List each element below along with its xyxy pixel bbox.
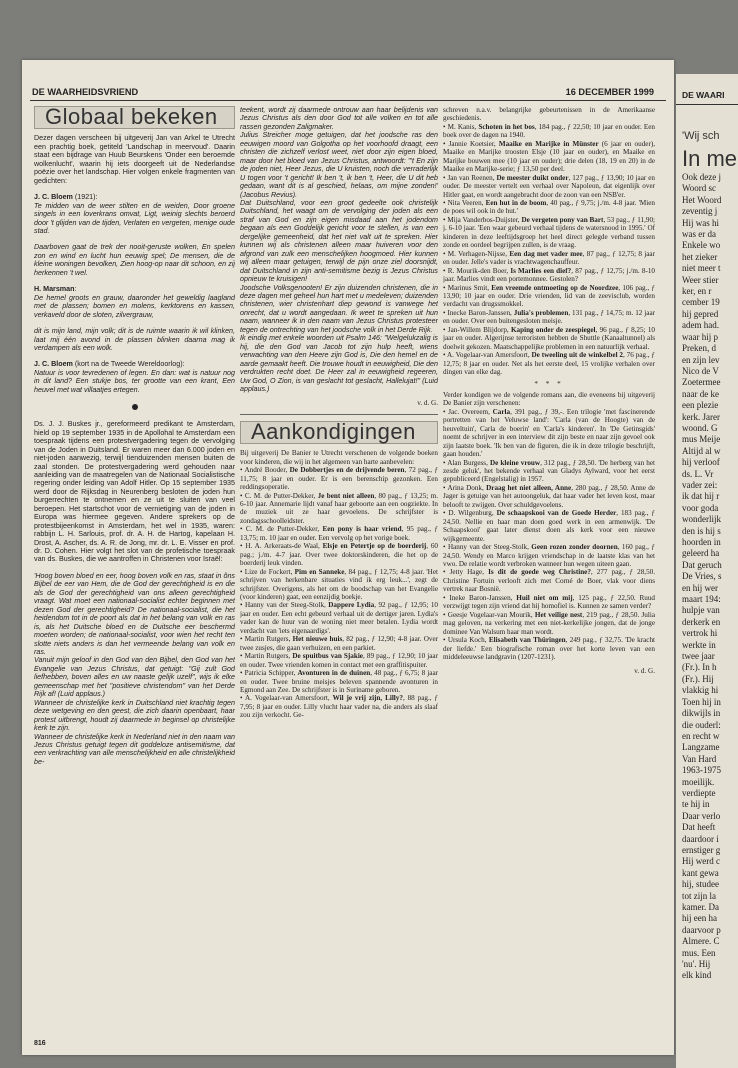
book-title: Een dag met vader mee xyxy=(509,249,583,258)
book-entry: • Jan-Willem Blijdorp, Kaping onder de zeespiegel, 96 pag., ƒ 8,25; 10 jaar en ouder. Algerijnse terroristen hebben de Shuttle (Kanaaltunnel) als doelwit gekozen. Maatschappelijke problemen in een natuurlijk verhaal. xyxy=(443,325,655,351)
adjacent-text-line: ernstiger g xyxy=(682,844,721,855)
book-title: Het veilige nest xyxy=(534,610,583,619)
adjacent-text-line: te hij in xyxy=(682,799,710,810)
adjacent-text-line: werkte in xyxy=(682,639,716,650)
adjacent-text-line: tot zijn la xyxy=(682,890,716,901)
poem-stanza: De hemel groots en grauw, daaronder het geweldig laagland met de plassen; bomen en molens, kerktorens en kassen, verkaveld door de sloten, zilvergrauw, xyxy=(34,293,235,319)
book-author: André Booder, xyxy=(244,466,290,475)
adjacent-text-line: adem had. xyxy=(682,320,719,331)
book-details: , 184 pag., ƒ 22,50; 10 jaar en ouder. Een boek over de dagen na 1940. xyxy=(443,122,655,140)
adjacent-text-line: en zijn lev xyxy=(682,354,720,365)
book-details: , 96 pag., ƒ 8,25; 10 jaar en ouder. Algerijnse terroristen hebben de Shuttle (Kanaaltunnel) als doelwit gekozen. Maatschappelijke problemen in een natuurlijk verhaal. xyxy=(443,325,655,351)
poet-name: J. C. Bloem xyxy=(34,360,73,369)
adjacent-text-line: dikwijls in xyxy=(682,708,721,719)
adjacent-text-line: was er da xyxy=(682,229,716,240)
adjacent-text-line: hij, studee xyxy=(682,879,719,890)
adjacent-text-line: vader zei: xyxy=(682,479,718,490)
adjacent-title: In me xyxy=(682,146,738,171)
adjacent-subtitle: 'Wij sch xyxy=(682,130,720,142)
book-details: , 72 pag., ƒ 11,75; 8 jaar en ouder. Er is een berenschip gezonken. Een reddingsoperatie. xyxy=(240,466,438,492)
intro-paragraph: Dezer dagen verscheen bij uitgeverij Jan van Arkel te Utrecht een prachtig boek, getiteld 'Landschap in meervoud'. Daarin staat een bijdrage van Huub Beurskens 'Onder een beroemde wolkenlucht', waarin hij iets doorgeeft uit de Nederlandse poëzie over het landschap. Hier volgen enkele fragmenten van gedichten: xyxy=(34,134,235,185)
adjacent-text-line: 'nu'. Hij xyxy=(682,959,711,970)
book-author: R. Mourik-den Boer, xyxy=(447,266,511,275)
book-author: Geesje Vogelaar-van Mourik, xyxy=(447,610,535,619)
quote-paragraph: Vanuit mijn geloof in den God van den Bijbel, den God van het Evangelie van Jezus Christus, dat getuigt: "Gij zult God liefhebben, boven alles en uw naaste gelijk uzelf", wijs ik elke gemeenschap met het "positieve christendom" van het Derde Rijk af! (Luid applaus.) xyxy=(34,656,235,699)
book-entry: • Alan Burgess, De kleine vrouw, 312 pag., ƒ 28,50. 'De herberg van het zesde geluk', het bekende verhaal van Gladys Aylward, voor het eerst gepubliceerd (Engelstalig) in 1957. xyxy=(443,458,655,484)
book-details: , 53 pag., ƒ 11,90; j. 6-10 jaar. 'Een waar gebeurd verhaal tijdens de watersnood in 1995.' Of kinderen in deze leeftijdsgroep het heel direct gelegde verband tussen zonde en oordeel begrijpen zullen, is de vraag. xyxy=(443,215,655,250)
adjacent-text-line: hulpje van xyxy=(682,605,720,616)
book-details: , 60 pag.; j./m. 4-7 jaar. Over twee doktorskinderen, die het op de boerderij leuk vinden. xyxy=(240,542,438,568)
book-entry: • Martin Rutgers, De spuitbus van Sjakie, 89 pag., ƒ 12,90; 10 jaar en ouder. Twee vrienden komen in contact met een graffitispuiter. xyxy=(240,652,438,669)
adjacent-text-line: (Fr.). Hij xyxy=(682,673,714,684)
book-author: Lize de Fockert, xyxy=(244,567,295,576)
book-author: Hanny van der Steeg-Stolk, xyxy=(447,543,532,552)
book-title: De vergeten pony van Bart xyxy=(521,215,604,224)
book-entry: • Marinus Smit, Een vreemde ontmoeting op de Noordzee, 106 pag., ƒ 13,90; 10 jaar en ouder. Drie vrienden, lid van de zeevisclub, worden verdacht van drugssmokkel. xyxy=(443,283,655,309)
book-title: De kleine vrouw xyxy=(489,458,541,467)
quote-paragraph: Julius Streicher moge getuigen, dat het joodsche ras den eeuwigen moord van Golgotha op het voorhoofd draagt, een christen die zichzelf verlost weet, niet door zijn eigen bloed, maar door het bloed van Jezus Christus, antwoordt: "'t En zijn de joden niet, Heer Jezus, die U kruisten, noch die verraderlijk U togen voor 't gericht! Ik ben 't, ik ben 't, Heer, die U dit heb gedaan, want dit is al geschied, helaas, om mijne zonden!' (Jacobus Revius). xyxy=(240,131,438,199)
adjacent-text-line: Preken, d xyxy=(682,343,716,354)
adjacent-text-line: moeilijk. xyxy=(682,776,715,787)
book-author: M. Kanis, xyxy=(447,122,479,131)
book-title: Schoten in het bos xyxy=(478,122,535,131)
adjacent-text-line: Dat heeft xyxy=(682,822,716,833)
book-entry: • C. M. de Putter-Dekker, Je bent niet alleen, 80 pag., ƒ 13,25; m. 6-10 jaar. Annemarie lijdt vanaf haar geboorte aan een oogziekte. In de muziek uit ze haar gevoelens. De schrijfster is zondagsschoolleidster. xyxy=(240,491,438,525)
book-title: Je bent niet alleen xyxy=(317,491,375,500)
book-details: , 219 pag., ƒ 28,50. Julia mag geloven, na verkering met een niet-kerkelijke jongen, dat de jonge dominee Van Walsum haar man wordt. xyxy=(443,610,655,636)
book-details: , 106 pag., ƒ 13,90; 10 jaar en ouder. Drie vrienden, lid van de zeevisclub, worden verdacht van drugssmokkel. xyxy=(443,283,655,309)
adjacent-text-line: derkerk en xyxy=(682,616,721,627)
adjacent-text-line: Woord sc xyxy=(682,183,717,194)
section-stars: * * * xyxy=(534,379,564,388)
book-entry: • D. Wilgenburg, De schaapskooi van de Goede Herder, 183 pag., ƒ 24,50. Nellie en haar man doen goed werk in een armenwijk. 'De Schaapskooi' gaat later dienst doen als kerk voor een nieuwe wijkgemeente. xyxy=(443,509,655,543)
book-title: Dappere Lydia xyxy=(328,601,375,610)
quote-paragraph: teekent, wordt zij daarmede ontrouw aan haar belijdenis van Jezus Christus als den door God tot alle volken en tot alle rassen gezonden Zaligmaker. xyxy=(240,106,438,131)
adjacent-text-line: Zoetermee xyxy=(682,377,721,388)
book-title: Elsje en Petertje op de boerderij xyxy=(322,542,427,551)
book-details: , 127 pag., ƒ 13,90; 10 jaar en ouder. De meester vertelt een verhaal over Napoleon, dat eigenlijk over Hitler gaat, en wordt aangebracht door de zoon van een NSB'er. xyxy=(443,173,655,199)
book-author: Marinus Smit, xyxy=(447,283,492,292)
adjacent-text-line: Hij was hi xyxy=(682,217,719,228)
adjacent-text-line: (Fr.). In h xyxy=(682,662,717,673)
poet-name: H. Marsman xyxy=(34,285,75,294)
book-title: Geen rozen zonder doornen xyxy=(531,543,618,552)
column-1: Globaal bekeken Dezer dagen verscheen bij uitgeverij Jan van Arkel te Utrecht een prachtig boek, getiteld 'Landschap in meervoud'. Daarin staat een bijdrage van Huub Beurskens 'Onder een beroemde wolkenlucht', waarin hij iets doorgeeft uit de Nederlandse poëzie over het landschap. Hier volgen enkele fragmenten van gedichten: J. C. Bloem (1921): Te midden van de weer stilten en de weiden, Door groene singels in een loverkrans omvat, Ligt, weinig slechts beroerd door 't glijden van de tijden, Verlaten en vergeten, menige oude stad. Daarboven gaat de trek der nooit-geruste wolken, En spelen zon en wind en lucht hun eeuwig spel; De mensen, die de kleine woningen bevolken, Zien hoog-op naar dit schoon, en zij herkennen 't wel. H. Marsman: De hemel groots en grauw, daaronder het geweldig laagland met de plassen; bomen en molens, kerktorens en kassen, verkaveld door de sloten, zilvergrauw, dit is mijn land, mijn volk; dit is de ruimte waarin ik wil klinken, laat mij één avond in de plassen blinken daarna mag ik verdampen als een wolk. J. C. Bloem (kort na de Tweede Wereldoorlog): Natuur is voor tevredenen of legen. En dan: wat is natuur nog in dit land? Een stukje bos, ter grootte van een krant, Een heuvel met wat villaatjes ertegen. Ds. J. J. Buskes jr., gereformeerd predikant te Amsterdam, hield op 19 september 1935 in de Apollohal te Amsterdam een toespraak tijdens een protestvergadering tegen de vervolging van de Joden in Duitsland. Er waren meer dan 6.000 joden en niet-joden aanwezig, terwijl tienduizenden mensen buiten de zaal stonden. De protestvergadering werd gehouden naar aanleiding van de maatregelen van de Nationaal Socialistische regering onder leiding van Adolf Hitler. Op 15 september 1935 werd door de Rijksdag in Neurenberg besloten de joden hun burgerrechten te ontnemen en ze uit te sluiten van veel beroepen. Het startschot voor de vernietiging van de joden in Europa was hiermee gegeven. Andere sprekers op de protestbijeenkomst in Amsterdam, het wel in 1935, waren: rabbijn L. H. Sarlouis, prof. dr. A. H. de Hartog, kapelaan H. Drost, A. Ascher, ds. A. R. de Jong, mr. dr. L. E. Visser en prof. dr. D. Cohen. Hier volgt het slot van de profetische toespraak van ds. Buskes, die we aantroffen in Christenen voor Israël: 'Hoog boven bloed en eer, hoog boven volk en ras, staat in ôns Bijbel de eer van Hem, die de God der gerechtigheid is en die als de God der gerechtigheid van ons alleen gerechtigheid vraagt. Wat moet een nationaal-socialist echter beginnen met dezen God der gerechtigheid? De nationaal-socialist, die het heidendom tot in de poort als dat in het belang van volk en ras is, als het Duitsche bloed en de Duitsche eer beschermd moeten worden; de nationaal-socialist, voor wien het recht ten slotte niets anders is dan het vermeende belang van volk en ras. Vanuit mijn geloof in den God van den Bijbel, den God van het Evangelie van Jezus Christus, dat getuigt: "Gij zult God liefhebben, boven alles en uw naaste gelijk uzelf", wijs ik elke gemeenschap met het "positieve christendom" van het Derde Rijk af! (Luid applaus.) Wanneer de christelijke kerk in Duitschland niet krachtig tegen deze wetgeving en den geest, die zich daarin openbaart, haar protest uitbrengt, houdt zij daarmede in beginsel op christelijke kerk te zijn. Wanneer de christelijke kerk in Nederland niet in den naam van Jezus Christus getuigt tegen dit goddeloze antisemitisme, dat een verkrachting van alle menschelijkheid en alle christelijkheid be- xyxy=(34,106,235,766)
issue-date: 16 DECEMBER 1999 xyxy=(565,87,654,97)
book-title: Is dit de goede weg Christine? xyxy=(488,568,591,577)
book-entry: • Martin Rutgers, Het nieuwe huis, 82 pag., ƒ 12,90; 4-8 jaar. Over twee zusjes, die gaan verhuizen, en een parkiet. xyxy=(240,635,438,652)
book-details: , 82 pag., ƒ 12,90; 4-8 jaar. Over twee zusjes, die gaan verhuizen, en een parkiet. xyxy=(240,635,438,652)
book-author: A. Vogelaar-van Amersfoort, xyxy=(446,351,532,360)
adjacent-text-line: De Vries, s xyxy=(682,571,722,582)
adjacent-text-line: den is hij s xyxy=(682,525,721,536)
adjacent-text-line: mus Meije xyxy=(682,434,721,445)
book-details: , 125 pag., ƒ 22,50. Ruud verzwijgt tegen zijn vriend dat hij homofiel is. Kunnen ze samen verder? xyxy=(443,593,655,611)
book-details: , 40 pag., ƒ 9,75; j./m. 4-8 jaar. 'Mien de poes wil ook in de hut.' xyxy=(443,198,655,216)
adjacent-text-line: kerk. Jarer xyxy=(682,411,720,422)
divider xyxy=(240,414,438,415)
adjacent-text-line: Toen hij in xyxy=(682,696,721,707)
book-author: Martin Rutgers, xyxy=(244,635,293,644)
adjacent-text-line: ker, en r xyxy=(682,286,712,297)
adjacent-text-line: Enkele wo xyxy=(682,240,721,251)
announcement-intro: Bij uitgeverij De Banier te Utrecht verschenen de volgende boeken voor kinderen, die wij in het algemeen van harte aanbevelen: xyxy=(240,449,438,466)
book-entry: • Jetty Hage, Is dit de goede weg Christine?, 277 pag., ƒ 28,50. Christine Fortuin verlooft zich met Corné de Boer, vlak voor diens vertrek naar Bosnië. xyxy=(443,568,655,594)
adjacent-text-line: twee jaar xyxy=(682,651,715,662)
book-entry: • R. Mourik-den Boer, Is Marlies een dief?, 87 pag., ƒ 12,75; j./m. 8-10 jaar. Marlies vindt een portemonnee. Gestolen? xyxy=(443,266,655,284)
book-title: De schaapskooi van de Goede Herder xyxy=(496,509,617,518)
book-list xyxy=(443,123,655,377)
book-title: Avonturen in de duinen xyxy=(297,669,371,678)
book-entry: • A. Vogelaar-van Amersfoort, De tweeling uit de winkelbel 2, 76 pag., ƒ 12,75; 8 jaar en ouder. Net als het eerste deel, 15 vrolijke verhalen over dingen van elke dag. xyxy=(443,351,655,377)
book-details: , 87 pag., ƒ 12,75; j./m. 8-10 jaar. Marlies vindt een portemonnee. Gestolen? xyxy=(443,266,655,284)
divider xyxy=(676,104,738,105)
quote-paragraph: 'Hoog boven bloed en eer, hoog boven volk en ras, staat in ôns Bijbel de eer van Hem, die de God der gerechtigheid is en die als de God der gerechtigheid van ons alleen gerechtigheid vraagt. Wat moet een nationaal-socialist echter beginnen met dezen God der gerechtigheid? De nationaal-socialist, die het heidendom tot in de poort als dat in het belang van volk en ras is, als het Duitsche bloed en de Duitsche eer beschermd moeten worden; de nationaal-socialist, voor wien het recht ten slotte niets anders is dan het vermeende belang van volk en ras. xyxy=(34,571,235,657)
book-details: , 95 pag., ƒ 13,75; m. 10 jaar en ouder. Een vervolg op het vorige boek. xyxy=(240,525,438,542)
column-3 xyxy=(443,106,655,1024)
book-details: , 391 pag., ƒ 39,-. Een trilogie 'met fascinerende portretten van het Veluwse land': 'Carla (van de Hoogte) van de heuveltuin', Carla de boerin' en 'Carla's kinderen'. In 'De Getinsgids' noemt de schrijver in een interview dit zijn beste en naar zijn gevoel ook zijn laatste boek. 'Ik ben van de figuren, die ik in deze trilogie beschrijft, gaan houden.' xyxy=(443,407,655,459)
book-details: , 183 pag., ƒ 24,50. Nellie en haar man doen goed werk in een armenwijk. 'De Schaapskooi' gaat later dienst doen als kerk voor een nieuwe wijkgemeente. xyxy=(443,509,655,543)
book-author: Mija Vanderbos-Duijster, xyxy=(447,215,522,224)
adjacent-text-line: hoorden in xyxy=(682,537,721,547)
poem-stanza: dit is mijn land, mijn volk; dit is de ruimte waarin ik wil klinken, laat mij één avond in de plassen blinken daarna mag ik verdampen als een wolk. xyxy=(34,327,235,352)
adjacent-text-line: die ouderl: xyxy=(682,719,721,730)
section-title-aankondigingen: Aankondigingen xyxy=(240,421,438,444)
adjacent-text-line: elk kind xyxy=(682,970,712,981)
poem-stanza: Te midden van de weer stilten en de weiden, Door groene singels in een loverkrans omvat, Ligt, weinig slechts beroerd door 't glijden van de tijden, Verlaten en vergeten, menige oude stad. xyxy=(34,201,235,235)
adjacent-text-line: Langzame xyxy=(682,742,720,753)
book-author: Jan-Willem Blijdorp, xyxy=(447,325,511,334)
book-entry: • Hanny van der Steeg-Stolk, Geen rozen zonder doornen, 160 pag., ƒ 24,50. Wendy en Marco krijgen vriendschap in de laatste klas van het vwo. De relatie wordt verbroken wanneer hun wegen uiteen gaan. xyxy=(443,543,655,569)
adjacent-text-line: Daar verlo xyxy=(682,810,721,821)
book-entry: • H. A. Arkeraats-de Waal, Elsje en Petertje op de boerderij, 60 pag.; j./m. 4-7 jaar. Over twee doktorskinderen, die het op de boerderij leuk vinden. xyxy=(240,542,438,568)
book-details: , 131 pag., ƒ 14,75; m. 12 jaar en ouder. Over een buitengesloten meisje. xyxy=(443,308,655,326)
quote-paragraph: Dat Duitschland, voor een groot gedeelte ook christelijk Duitschland, het waagt om de vervolging der joden als een straf van God en zijn eigen misdaad aan het jodendom begaan als een Goddelijk gericht voor te stellen, is van een dergelijke gemeenheid, dat het niet valt uit te spreken. Hier kunnen wij als christenen alleen maar huiveren voor den afgrond van zulk een menschelijken hoogmoed. Hier kunnen wij alleen maar getuigen, terwijl de pijn onze ziel doorsnijdt, dat Duitschland in zijn anti-semitisme bezig is Jezus Christus opnieuw te kruisigen! xyxy=(240,198,438,284)
book-author: Inecke Baron-Janssen, xyxy=(447,308,514,317)
adjacent-text-line: kant gewa xyxy=(682,867,719,878)
adjacent-text-line: vlakkig hi xyxy=(682,685,719,696)
book-title: Een pony is haar vriend xyxy=(322,525,402,534)
book-title: Pim en Sanneke xyxy=(294,567,345,576)
adjacent-text-line: het zieker xyxy=(682,251,718,262)
adjacent-text-line: Dat geruch xyxy=(682,559,722,570)
book-title: Is Marlies een dief? xyxy=(510,266,572,275)
adjacent-text-line: wonderlijk xyxy=(682,514,721,525)
book-details: , 92 pag., ƒ 12,95; 10 jaar en ouder. Een echt gebeurd verhaal uit de dertiger jaren. Lydia's vader kan de huur van de woning niet meer betalen. Lydia wordt verdacht van 'iets eigenaardigs'. xyxy=(240,601,438,635)
book-entry: • Geesje Vogelaar-van Mourik, Het veilige nest, 219 pag., ƒ 28,50. Julia mag geloven, na verkering met een niet-kerkelijke jongen, dat de jonge dominee Van Walsum haar man wordt. xyxy=(443,610,655,636)
book-entry: • Nita Veeren, Een hut in de boom, 40 pag., ƒ 9,75; j./m. 4-8 jaar. 'Mien de poes wil ook in de hut.' xyxy=(443,198,655,216)
adjacent-text-line: maart 194: xyxy=(682,594,721,605)
adjacent-body xyxy=(682,172,738,982)
author-signature: v. d. G. xyxy=(417,399,438,408)
book-author: Patricia Schipper, xyxy=(244,669,298,678)
publication-name: DE WAARHEIDSVRIEND xyxy=(32,87,139,97)
book-entry: • Jan van Reenen, De meester duikt onder, 127 pag., ƒ 13,90; 10 jaar en ouder. De meester vertelt een verhaal over Napoleon, dat eigenlijk over Hitler gaat, en wordt aangebracht door de zoon van een NSB'er. xyxy=(443,173,655,199)
adjacent-text-line: Nico de V xyxy=(682,365,719,376)
book-details: , 48 pag., ƒ 6,75; 8 jaar en ouder. Twee bruine meisjes beleven spannende avonturen in Egmond aan Zee. De schrijfster is in Suriname geboren. xyxy=(240,669,438,694)
book-title: Julia's problemen xyxy=(513,308,569,317)
book-author: Alan Burgess, xyxy=(447,458,490,467)
book-author: D. Wilgenburg, xyxy=(448,509,497,518)
book-details: , 249 pag., ƒ 32,75. 'De kracht der liefde.' Een biografische roman over het korte leven van een middeleeuwse landgravin (1207-1231). xyxy=(443,636,655,661)
adjacent-text-line: niet meer t xyxy=(682,263,721,274)
adjacent-text-line: Van Hard xyxy=(682,753,717,764)
book-author: C. M. de Putter-Dekker, xyxy=(245,525,323,534)
book-author: Martin Rutgers, xyxy=(244,652,293,661)
continued-paragraph: schreven n.a.v. belangrijke gebeurtenissen in de Amerikaanse geschiedenis. xyxy=(443,106,655,123)
adjacent-page xyxy=(676,74,738,1068)
book-details: , 88 pag., ƒ 7,95; 8 jaar en ouder. Lilly vlucht haar vader na, die anders als slaaf zou zijn verkocht. Ge- xyxy=(240,694,438,720)
adjacent-text-line: zeventig j xyxy=(682,206,718,217)
book-entry: • Lize de Fockert, Pim en Sanneke, 84 pag., ƒ 12,75; 4-8 jaar. 'Het schrijven van herkenbare situaties vind ik erg leuk...', zegt de schrijfster. Overigens, als het om de boodschap van het Evangelie (voor kinderen) gaat, een eenzijdig boekje. xyxy=(240,567,438,602)
adjacent-text-line: cember 19 xyxy=(682,297,720,308)
book-title: De meester duikt onder xyxy=(496,173,569,182)
book-title: De Dobbertjes en de drijvende beren xyxy=(289,466,405,475)
adjacent-text-line: waar hij p xyxy=(682,331,718,342)
book-title: Elisabeth van Thüringen xyxy=(488,636,566,645)
page-number: 816 xyxy=(34,1040,46,1047)
book-title: Kaping onder de zeespiegel xyxy=(511,325,596,334)
book-entry: • Arina Donk, Draag het niet alleen, Anne, 280 pag., ƒ 28,50. Anne de Jager is getuige van het autoongeluk, dat haar vader het leven kost, maar belooft te zwijgen. Over schuldgevoelens. xyxy=(443,483,655,509)
book-author: M. Verhagen-Nijsse, xyxy=(447,249,510,258)
book-author: H. A. Arkeraats-de Waal, xyxy=(245,542,323,551)
book-title: Carla xyxy=(492,407,511,416)
book-entry: • Hanny van der Steeg-Stolk, Dappere Lydia, 92 pag., ƒ 12,95; 10 jaar en ouder. Een echt gebeurd verhaal uit de dertiger jaren. Lydia's vader kan de huur van de woning niet meer betalen. Lydia wordt verdacht van 'iets eigenaardigs'. xyxy=(240,601,438,635)
adjacent-text-line: Weer stier xyxy=(682,274,719,285)
book-entry: • Patricia Schipper, Avonturen in de duinen, 48 pag., ƒ 6,75; 8 jaar en ouder. Twee bruine meisjes beleven spannende avonturen in Egmond aan Zee. De schrijfster is in Suriname geboren. xyxy=(240,669,438,694)
book-author: C. M. de Putter-Dekker, xyxy=(244,491,318,500)
book-details: , 277 pag., ƒ 28,50. Christine Fortuin verlooft zich met Corné de Boer, vlak voor diens vertrek naar Bosnië. xyxy=(443,568,655,594)
adjacent-text-line: Het Woord xyxy=(682,194,722,205)
adjacent-text-line: hij verloof xyxy=(682,457,720,468)
book-details: , 80 pag., ƒ 13,25; m. 6-10 jaar. Annemarie lijdt vanaf haar geboorte aan een oogziekte. In de muziek uit ze haar gevoelens. De schrijfster is zondagsschoolleidster. xyxy=(240,491,438,525)
adjacent-text-line: daardoor i xyxy=(682,833,719,844)
adjacent-text-line: en hij wer xyxy=(682,582,718,593)
column-2 xyxy=(240,106,438,1024)
book-author: Jan van Reenen, xyxy=(447,173,497,182)
book-details: (6 jaar en ouder), Maaike en Marijke troosten Elsje (10 jaar en ouder), en Maaike en Marijke bouwen mee (10 jaar en ouder); drie delen (18, 19 en 20) in de Maaike en Marijke-serie; ƒ 13,50 per deel. xyxy=(443,139,655,174)
book-title: Draag het niet alleen, Anne xyxy=(486,483,572,492)
adjacent-text-line: Ook deze j xyxy=(682,172,721,182)
poem-stanza: Natuur is voor tevredenen of legen. En dan: wat is natuur nog in dit land? Een stukje bos, ter grootte van een krant, Een heuvel met wat villaatjes ertegen. xyxy=(34,368,235,394)
adjacent-text-line: verdiepte xyxy=(682,787,716,798)
book-title: De tweeling uit de winkelbel 2 xyxy=(531,351,623,360)
adjacent-text-line: woond. G xyxy=(682,422,718,433)
poem-stanza: Daarboven gaat de trek der nooit-geruste wolken, En spelen zon en wind en lucht hun eeuwig spel; De mensen, die de kleine woningen bevolken, Zien hoog-op naar dit schoon, en zij herkennen 't wel. xyxy=(34,243,235,277)
book-author: Nita Veeren, xyxy=(447,198,486,207)
book-title: De spuitbus van Sjakie xyxy=(292,652,363,661)
quote-paragraph: Wanneer de christelijke kerk in Duitschland niet krachtig tegen deze wetgeving en den geest, die zich daarin openbaart, haar protest uitbrengt, houdt zij daarmede in beginsel op christelijke kerk te zijn. xyxy=(34,698,235,733)
adjacent-text-line: naar de ke xyxy=(682,388,719,399)
book-details: , 76 pag., ƒ 12,75; 8 jaar en ouder. Net als het eerste deel, 15 vrolijke verhalen over dingen van elke dag. xyxy=(443,351,655,377)
author-signature: v. d. G. xyxy=(634,667,655,676)
book-entry: • Mija Vanderbos-Duijster, De vergeten pony van Bart, 53 pag., ƒ 11,90; j. 6-10 jaar. 'Een waar gebeurd verhaal tijdens de watersnood in 1995.' Of kinderen in deze leeftijdsgroep het heel direct gelegde verband tussen zonde en oordeel begrijpen zullen, is de vraag. xyxy=(443,215,655,250)
newspaper-page xyxy=(22,60,674,1055)
novels-intro: Verder kondigen we de volgende romans aan, die eveneens bij uitgeverij De Banier zijn verschenen: xyxy=(443,390,655,408)
quote-paragraph: Wanneer de christelijke kerk in Nederland niet in den naam van Jezus Christus getuigt tegen dit goddeloze antisemitisme, dat een verkrachting van alle menschelijkheid en alle christelijkheid be- xyxy=(34,732,235,766)
poet-name: J. C. Bloem xyxy=(34,193,73,202)
adjacent-text-line: voor goda xyxy=(682,502,719,513)
book-author: Hanny van der Steeg-Stolk, xyxy=(244,601,329,610)
article-paragraph: Ds. J. J. Buskes jr., gereformeerd predikant te Amsterdam, hield op 19 september 1935 in de Apollohal te Amsterdam een toespraak tijdens een protestvergadering tegen de vervolging van de Joden in Duitsland. Er waren meer dan 6.000 joden en niet-joden aanwezig, terwijl tienduizenden mensen buiten de zaal stonden. De protestvergadering werd gehouden naar aanleiding van de maatregelen van de Nationaal Socialistische regering onder leiding van Adolf Hitler. Op 15 september 1935 werd door de Rijksdag in Neurenberg besloten de joden hun burgerrechten te ontnemen en ze uit te sluiten van veel beroepen. Het startschot voor de vernietiging van de joden in Europa was hiermee gegeven. Andere sprekers op de protestbijeenkomst in Amsterdam, het wel in 1935, waren: rabbijn L. H. Sarlouis, prof. dr. A. H. de Hartog, kapelaan H. Drost, A. Ascher, ds. A. R. de Jong, mr. dr. L. E. Visser en prof. dr. D. Cohen. Hier volgt het slot van de profetische toespraak van ds. Buskes, die we aantroffen in Christenen voor Israël: xyxy=(34,420,235,564)
book-entry: • Ineke Baron-Janssen, Huil niet om mij, 125 pag., ƒ 22,50. Ruud verzwijgt tegen zijn vriend dat hij homofiel is. Kunnen ze samen verder? xyxy=(443,593,655,611)
adjacent-text-line: een plezie xyxy=(682,400,719,411)
adjacent-text-line: hij gepred xyxy=(682,308,719,319)
adjacent-text-line: ds. L. Vr xyxy=(682,468,714,479)
book-author: Ursula Koch, xyxy=(447,636,489,645)
adjacent-text-line: en recht w xyxy=(682,730,720,741)
book-author: Ineke Baron-Janssen, xyxy=(449,593,517,602)
book-entry: • A. Vogelaar-van Amersfoort, Wil je vrij zijn, Lilly?, 88 pag., ƒ 7,95; 8 jaar en ouder. Lilly vlucht haar vader na, die anders als slaaf zou zijn verkocht. Ge- xyxy=(240,694,438,720)
book-entry: • M. Kanis, Schoten in het bos, 184 pag., ƒ 22,50; 10 jaar en ouder. Een boek over de dagen na 1940. xyxy=(443,122,655,140)
book-author: Jetty Hage, xyxy=(449,568,489,577)
book-title: Het nieuwe huis xyxy=(292,635,343,644)
book-details: , 160 pag., ƒ 24,50. Wendy en Marco krijgen vriendschap in de laatste klas van het vwo. De relatie wordt verbroken wanneer hun wegen uiteen gaan. xyxy=(443,543,655,569)
book-author: Jannie Koetsier, xyxy=(448,139,499,148)
adjacent-text-line: kamer. Da xyxy=(682,902,719,912)
novel-list xyxy=(443,408,655,662)
book-entry: • M. Verhagen-Nijsse, Een dag met vader mee, 87 pag., ƒ 12,75; 8 jaar en ouder. Jelle's vader is vrachtwagenchauffeur. xyxy=(443,249,655,267)
quote-paragraph: Ik eindig met enkele woorden uit Psalm 146: "Welgelukzalig is hij, die den God van Jacob tot zijn hulp heeft, wiens verwachting van den Heere zijn God is, Die den hemel en de aarde gemaakt heeft. Die trouwe houdt in eeuwigheid, Die den verdrukten recht doet. De Heer zal in eeuwigheid regeeren, Uw God, O Zion, is van geslacht tot geslacht, Hallelujat!" (Luid applaus.) xyxy=(240,334,438,393)
book-details: , 87 pag., ƒ 12,75; 8 jaar en ouder. Jelle's vader is vrachtwagenchauffeur. xyxy=(443,249,655,267)
book-details: , 84 pag., ƒ 12,75; 4-8 jaar. 'Het schrijven van herkenbare situaties vind ik erg leuk...', zegt de schrijfster. Overigens, als het om de boodschap van het Evangelie (voor kinderen) gaat, een eenzijdig boekje. xyxy=(240,567,438,602)
book-entry: • C. M. de Putter-Dekker, Een pony is haar vriend, 95 pag., ƒ 13,75; m. 10 jaar en ouder. Een vervolg op het vorige boek. xyxy=(240,525,438,542)
book-entry: • André Booder, De Dobbertjes en de drijvende beren, 72 pag., ƒ 11,75; 8 jaar en ouder. Er is een berenschip gezonken. Een reddingsoperatie. xyxy=(240,466,438,492)
book-entry: • Jac. Overeem, Carla, 391 pag., ƒ 39,-. Een trilogie 'met fascinerende portretten van het Veluwse land': 'Carla (van de Hoogte) van de heuveltuin', Carla de boerin' en 'Carla's kinderen'. In 'De Getinsgids' noemt de schrijver in een interview dit zijn beste en naar zijn gevoel ook zijn laatste boek. 'Ik ben van de figuren, die ik in deze trilogie beschrijft, gaan houden.' xyxy=(443,407,655,459)
book-entry: • Jannie Koetsier, Maaike en Marijke in Münster (6 jaar en ouder), Maaike en Marijke troosten Elsje (10 jaar en ouder), en Maaike en Marijke bouwen mee (10 jaar en ouder); drie delen (18, 19 en 20) in de Maaike en Marijke-serie; ƒ 13,50 per deel. xyxy=(443,139,655,174)
book-title: Een vreemde ontmoeting op de Noordzee xyxy=(491,283,619,292)
book-title: Een hut in de boom xyxy=(485,198,547,207)
book-entry: • Ursula Koch, Elisabeth van Thüringen, 249 pag., ƒ 32,75. 'De kracht der liefde.' Een biografische roman over het korte leven van een middeleeuwse landgravin (1207-1231). xyxy=(443,636,655,661)
book-details: , 89 pag., ƒ 12,90; 10 jaar en ouder. Twee vrienden komen in contact met een graffitispuiter. xyxy=(240,652,438,669)
section-divider-dot xyxy=(132,404,138,410)
adjacent-text-line: hij een ha xyxy=(682,913,717,924)
book-title: Huil niet om mij xyxy=(516,593,573,602)
book-author: Arina Donk, xyxy=(447,483,487,492)
adjacent-text-line: Almere. C xyxy=(682,936,720,947)
adjacent-text-line: 1963-1975 xyxy=(682,765,721,776)
adjacent-text-line: Hij werd c xyxy=(682,856,720,867)
book-title: Wil je vrij zijn, Lilly? xyxy=(332,694,403,703)
adjacent-text-line: daarvoor p xyxy=(682,924,721,935)
adjacent-page-header: DE WAARI xyxy=(682,90,725,100)
book-author: A. Vogelaar-van Amersfoort, xyxy=(245,694,333,703)
section-title-globaal: Globaal bekeken xyxy=(34,106,235,129)
quote-paragraph: Joodsche Volksgenooten! Er zijn duizenden christenen, die in deze dagen met geheel hun hart met u medeleven; duizenden christenen, wier christenhart diep gewond is vanwege het onrecht, dat u wordt aangedaan. Ik weet te spreken uit hun naam, wanneer ik in den naam van Jezus Christus protesteer tegen de ontrechting van het joodsche volk in het Derde Rijk. xyxy=(240,283,438,334)
book-details: , 312 pag., ƒ 28,50. 'De herberg van het zesde geluk', het bekende verhaal van Gladys Aylward, voor het eerst gepubliceerd (Engelstalig) in 1957. xyxy=(443,458,655,484)
adjacent-text-line: mus. Een xyxy=(682,947,716,958)
page-header xyxy=(30,86,666,101)
adjacent-text-line: Altijd al w xyxy=(682,445,721,456)
book-details: , 280 pag., ƒ 28,50. Anne de Jager is getuige van het autoongeluk, dat haar vader het leven kost, maar belooft te zwijgen. Over schuldgevoelens. xyxy=(443,483,655,509)
book-author: Jac. Overeem, xyxy=(448,407,493,416)
book-list xyxy=(240,466,438,720)
book-entry: • Inecke Baron-Janssen, Julia's problemen, 131 pag., ƒ 14,75; m. 12 jaar en ouder. Over een buitengesloten meisje. xyxy=(443,308,655,326)
book-title: Maaike en Marijke in Münster xyxy=(498,139,599,148)
adjacent-text-line: vertrok hi xyxy=(682,628,718,639)
adjacent-text-line: ik dat hij r xyxy=(682,491,720,502)
adjacent-text-line: geleerd ha xyxy=(682,548,720,559)
